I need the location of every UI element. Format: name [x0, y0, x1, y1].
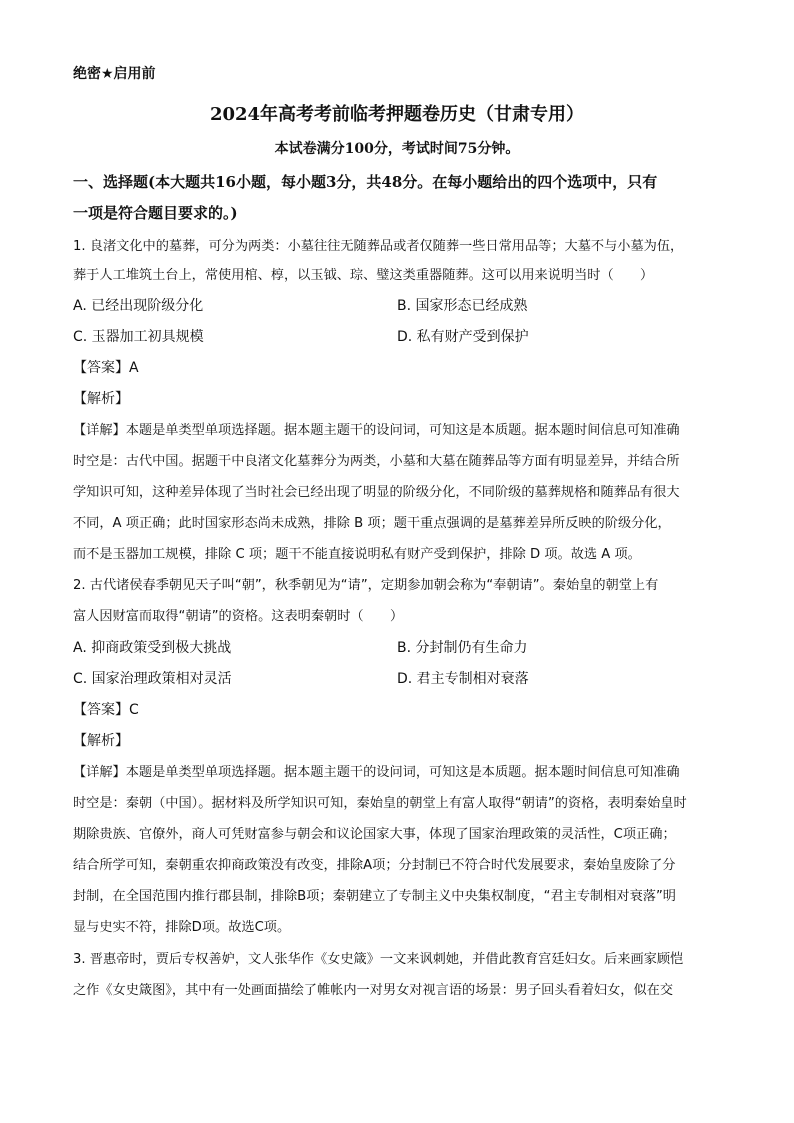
q2-detail-line5: 封制，在全国范围内推行郡县制，排除B项；秦朝建立了专制主义中央集权制度，“君主专制相对衰落”明 — [73, 889, 676, 904]
q1-option-b: B. 国家形态已经成熟 — [397, 298, 528, 314]
q1-option-a: A. 已经出现阶级分化 — [73, 298, 204, 314]
q2-option-a: A. 抑商政策受到极大挑战 — [73, 640, 232, 656]
q1-stem-line1: 1. 良渚文化中的墓葬，可分为两类：小墓往往无随葬品或者仅随葬一些日常用品等；大墓不与小墓为伍， — [73, 239, 684, 254]
q2-option-d: D. 君主专制相对衰落 — [397, 671, 529, 687]
q2-stem-line1: 2. 古代诸侯春季朝见天子叫“朝”，秋季朝见为“请”，定期参加朝会称为“奉朝请”。秦始皇的朝堂上有 — [73, 578, 659, 593]
q2-option-c: C. 国家治理政策相对灵活 — [73, 671, 232, 687]
q2-detail-line1: 【详解】本题是单类型单项选择题。据本题主题干的设问词，可知这是本质题。据本题时间信息可知准确 — [73, 765, 680, 780]
exam-subtitle: 本试卷满分100分，考试时间75分钟。 — [274, 141, 520, 157]
q1-detail-line1: 【详解】本题是单类型单项选择题。据本题主题干的设问词，可知这是本质题。据本题时间信息可知准确 — [73, 423, 680, 438]
q3-stem-line1: 3. 晋惠帝时，贾后专权善妒，文人张华作《女史箴》一文来讽刺她，并借此教育宫廷妇女。后来画家顾恺 — [73, 952, 684, 967]
q2-analysis-label: 【解析】 — [73, 733, 129, 749]
q1-analysis-label: 【解析】 — [73, 391, 129, 407]
page-title: 2024年高考考前临考押题卷历史（甘肃专用） — [209, 104, 585, 125]
q2-detail-line2: 时空是：秦朝（中国）。据材料及所学知识可知，秦始皇的朝堂上有富人取得“朝请”的资格，表明秦始皇时 — [73, 796, 687, 811]
q2-answer: 【答案】C — [73, 702, 139, 718]
q1-detail-line3: 学知识可知，这种差异体现了当时社会已经出现了明显的阶级分化，不同阶级的墓葬规格和随葬品有很大 — [73, 485, 680, 500]
confidential-mark: 绝密★启用前 — [73, 66, 156, 82]
q1-option-c: C. 玉器加工初具规模 — [73, 329, 204, 345]
q1-detail-line4: 不同，A 项正确；此时国家形态尚未成熟，排除 B 项；题干重点强调的是墓葬差异所反映的阶级分化， — [73, 516, 671, 531]
q1-option-d: D. 私有财产受到保护 — [397, 329, 529, 345]
q2-stem-line2: 富人因财富而取得“朝请”的资格。这表明秦朝时（ ） — [73, 609, 404, 624]
q2-detail-line4: 结合所学可知，秦朝重农抑商政策没有改变，排除A项；分封制已不符合时代发展要求，秦始皇废除了分 — [73, 858, 676, 873]
q1-detail-line5: 而不是玉器加工规模，排除 C 项；题干不能直接说明私有财产受到保护，排除 D 项。故选 A 项。 — [73, 547, 641, 562]
q1-detail-line2: 时空是：古代中国。据题干中良渚文化墓葬分为两类，小墓和大墓在随葬品等方面有明显差异，并结合所 — [73, 454, 680, 469]
q1-stem-line2: 葬于人工堆筑土台上，常使用棺、椁，以玉钺、琮、璧这类重器随葬。这可以用来说明当时（ ） — [73, 268, 654, 283]
section-heading-line1: 一、选择题(本大题共16小题，每小题3分，共48分。在每小题给出的四个选项中，只有 — [73, 173, 658, 191]
q2-option-b: B. 分封制仍有生命力 — [397, 640, 528, 656]
section-heading-line2: 一项是符合题目要求的。) — [73, 204, 238, 222]
q2-detail-line6: 显与史实不符，排除D项。故选C项。 — [73, 920, 291, 935]
q1-answer: 【答案】A — [73, 360, 139, 376]
q3-stem-line2: 之作《女史箴图》，其中有一处画面描绘了帷帐内一对男女对视言语的场景：男子回头看着妇女，似在交 — [73, 983, 674, 998]
q2-detail-line3: 期除贵族、官僚外，商人可凭财富参与朝会和议论国家大事，体现了国家治理政策的灵活性，C项正确； — [73, 827, 676, 842]
